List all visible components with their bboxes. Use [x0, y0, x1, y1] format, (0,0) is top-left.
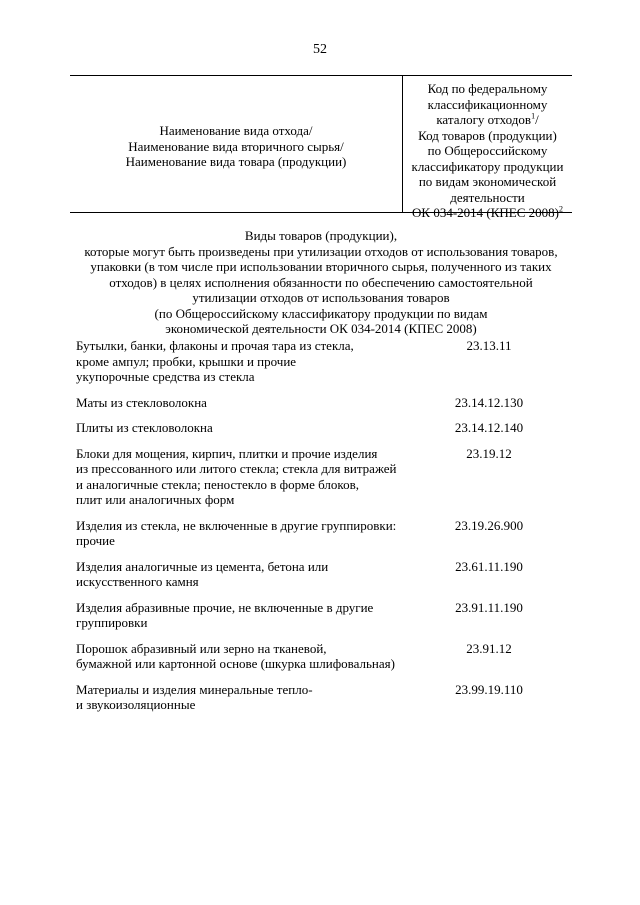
product-name	[76, 682, 406, 713]
section-title-line: которые могут быть произведены при утилизации отходов от использования товаров,	[84, 243, 558, 259]
product-name-line: Изделия абразивные прочие, не включенные в другие	[76, 599, 374, 615]
section-title-line: утилизации отходов от использования товаров	[192, 290, 450, 305]
product-code: 23.19.26.900	[454, 517, 524, 533]
header-right-line: классификационному	[427, 96, 548, 112]
product-name-line: плит или аналогичных форм	[76, 492, 235, 507]
product-name-line: искусственного камня	[76, 574, 199, 589]
section-title-line: экономической деятельности ОК 034-2014 (КПЕС 2008)	[165, 321, 477, 336]
table-row	[76, 338, 572, 385]
header-left-cell	[70, 76, 403, 212]
footnote-marker: 2	[558, 204, 563, 214]
product-name	[76, 641, 406, 672]
header-right-line: ОК 034-2014 (КПЕС 2008)$^2$	[412, 204, 563, 220]
product-name	[76, 395, 406, 411]
header-right-line: деятельности	[450, 189, 525, 205]
header-left-line: Наименование вида товара (продукции)	[125, 154, 347, 170]
header-left-line: Наименование вида вторичного сырья/	[128, 138, 344, 154]
section-title-line: отходов) в целях исполнения обязанности по обеспечению самостоятельной	[109, 274, 533, 290]
product-name-line: Бутылки, банки, флаконы и прочая тара из стекла,	[76, 338, 354, 353]
table-row	[76, 395, 572, 411]
table-row	[76, 420, 572, 436]
header-right-line: Код товаров (продукции)	[418, 127, 557, 143]
product-name	[76, 338, 406, 385]
product-name	[76, 446, 406, 508]
product-code: 23.99.19.110	[455, 681, 523, 697]
product-name-line: кроме ампул; пробки, крышки и прочие	[76, 353, 297, 369]
header-left-line: Наименование вида отхода/	[159, 123, 313, 139]
table-row	[76, 446, 572, 508]
product-code: 23.14.12.130	[454, 394, 524, 410]
product-code: 23.19.12	[466, 445, 512, 461]
page-number: 52	[313, 42, 327, 57]
product-code: 23.91.12	[466, 640, 512, 656]
product-name-line: укупорочные средства из стекла	[76, 369, 255, 384]
product-name-line: группировки	[76, 615, 148, 630]
product-name-line: из прессованного или литого стекла; стекла для витражей	[76, 461, 397, 476]
footnote-marker: 1	[531, 111, 536, 121]
product-code: 23.91.11.190	[455, 599, 523, 615]
section-title-line: Виды товаров (продукции),	[244, 228, 398, 243]
table-row	[76, 682, 572, 713]
product-name-line: Порошок абразивный или зерно на тканевой,	[76, 640, 327, 656]
product-name	[76, 559, 406, 590]
section-title-line: упаковки (в том числе при использовании вторичного сырья, полученного из таких	[90, 259, 552, 274]
product-name-line: и аналогичные стекла; пеностекло в форме блоков,	[76, 476, 359, 492]
product-name-line: бумажной или картонной основе (шкурка шлифовальная)	[76, 656, 395, 671]
header-right-line: по Общероссийскому	[427, 143, 548, 158]
product-name-line: и звукоизоляционные	[76, 697, 196, 712]
header-right-line: Код по федеральному	[427, 81, 548, 96]
product-name-line: Плиты из стекловолокна	[76, 420, 213, 435]
header-right-line: классификатору продукции	[411, 158, 564, 174]
table-row	[76, 559, 572, 590]
product-code: 23.13.11	[466, 338, 512, 353]
table-row	[76, 600, 572, 631]
product-name	[76, 600, 406, 631]
table-row	[76, 641, 572, 672]
header-right-line: каталогу отходов$^1$/	[436, 111, 539, 127]
product-name-line: Маты из стекловолокна	[76, 394, 207, 410]
product-name-line: Изделия из стекла, не включенные в другие группировки:	[76, 517, 397, 533]
table-header	[70, 75, 572, 220]
product-code: 23.61.11.190	[455, 558, 523, 574]
product-name-line: Изделия аналогичные из цемента, бетона или	[76, 558, 329, 574]
header-right-cell	[403, 81, 572, 221]
product-name-line: прочие	[76, 533, 115, 548]
product-list	[76, 338, 572, 723]
header-right-line: по видам экономической	[418, 174, 557, 189]
section-title	[70, 228, 572, 337]
table-row	[76, 518, 572, 549]
product-code: 23.14.12.140	[454, 420, 524, 435]
product-name	[76, 420, 406, 436]
product-name-line: Блоки для мощения, кирпич, плитки и прочие изделия	[76, 445, 378, 461]
product-name	[76, 518, 406, 549]
product-name-line: Материалы и изделия минеральные тепло-	[76, 681, 313, 697]
section-title-line: (по Общероссийскому классификатору продукции по видам	[154, 305, 488, 321]
